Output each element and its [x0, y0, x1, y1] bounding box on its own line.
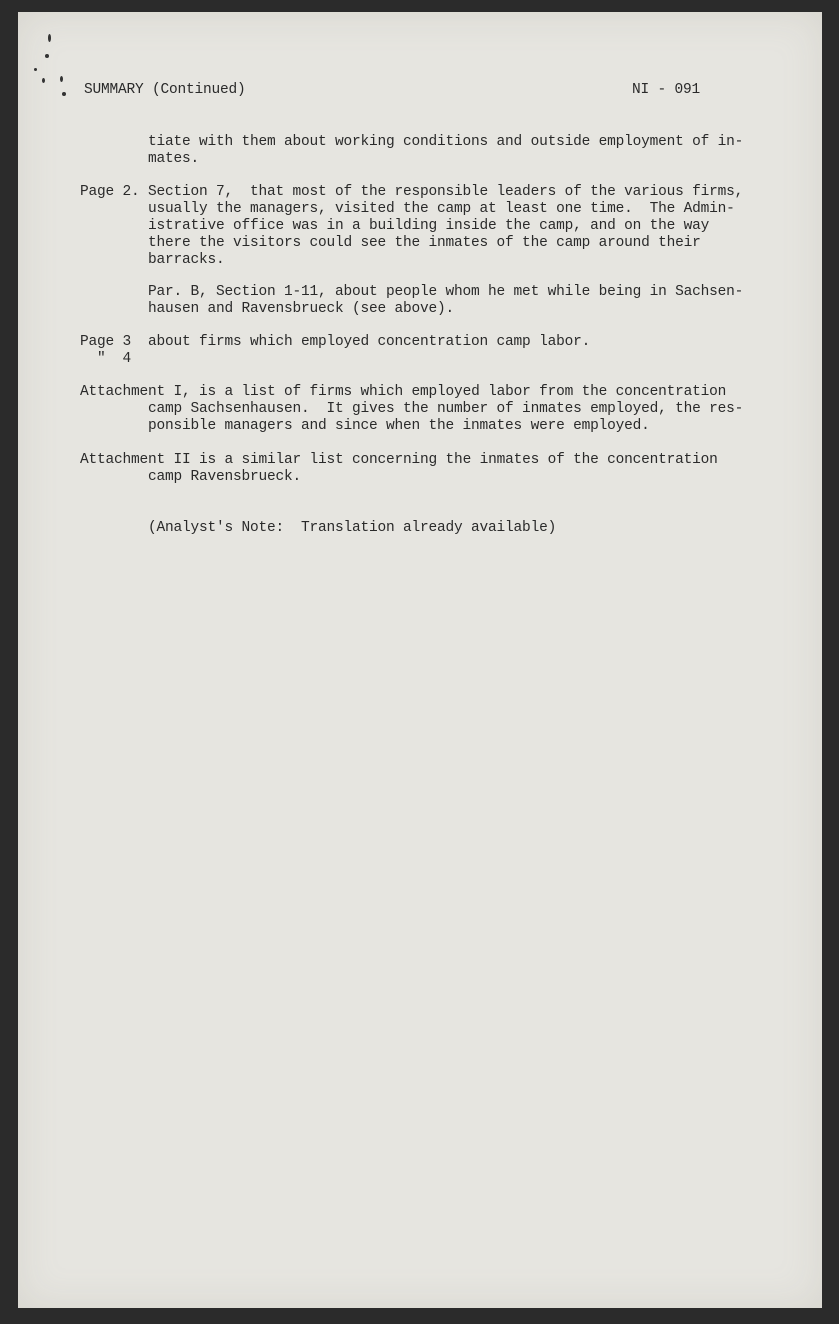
page-3-4-paragraph: about firms which employed concentration camp labor.: [148, 334, 591, 350]
text-line: " 4: [80, 351, 132, 367]
text-line: Attachment II is a similar list concerning the inmates of the concentration: [80, 452, 718, 468]
ink-marks: [32, 34, 72, 104]
text-line: camp Ravensbrueck.: [148, 469, 302, 485]
document-page: [18, 12, 822, 1308]
text-line: Section 7, that most of the responsible leaders of the various firms,: [148, 184, 744, 200]
attachment-2-paragraph: [80, 452, 718, 486]
attachment-1-paragraph: [80, 384, 743, 435]
text-line: mates.: [148, 151, 200, 167]
text-line: tiate with them about working conditions and outside employment of in-: [148, 134, 744, 150]
document-number: NI - 091: [632, 82, 701, 98]
text-line: hausen and Ravensbrueck (see above).: [148, 301, 455, 317]
par-b-paragraph: [148, 284, 743, 318]
text-line: usually the managers, visited the camp at least one time. The Admin-: [148, 201, 735, 217]
text-line: Par. B, Section 1-11, about people whom he met while being in Sachsen-: [148, 284, 744, 300]
text-line: Attachment I, is a list of firms which employed labor from the concentration: [80, 384, 727, 400]
text-line: barracks.: [148, 252, 225, 268]
text-line: Page 3: [80, 334, 132, 350]
text-line: istrative office was in a building inside the camp, and on the way: [148, 218, 710, 234]
analyst-note: (Analyst's Note: Translation already available): [148, 520, 557, 536]
header-title: SUMMARY (Continued): [84, 82, 246, 98]
text-line: there the visitors could see the inmates of the camp around their: [148, 235, 701, 251]
page-2-paragraph: [148, 184, 743, 269]
page-2-label: Page 2.: [80, 184, 140, 200]
page-3-4-label: [80, 334, 131, 368]
text-line: camp Sachsenhausen. It gives the number of inmates employed, the res-: [148, 401, 744, 417]
text-line: ponsible managers and since when the inmates were employed.: [148, 418, 650, 434]
paragraph-continuation: [148, 134, 743, 168]
